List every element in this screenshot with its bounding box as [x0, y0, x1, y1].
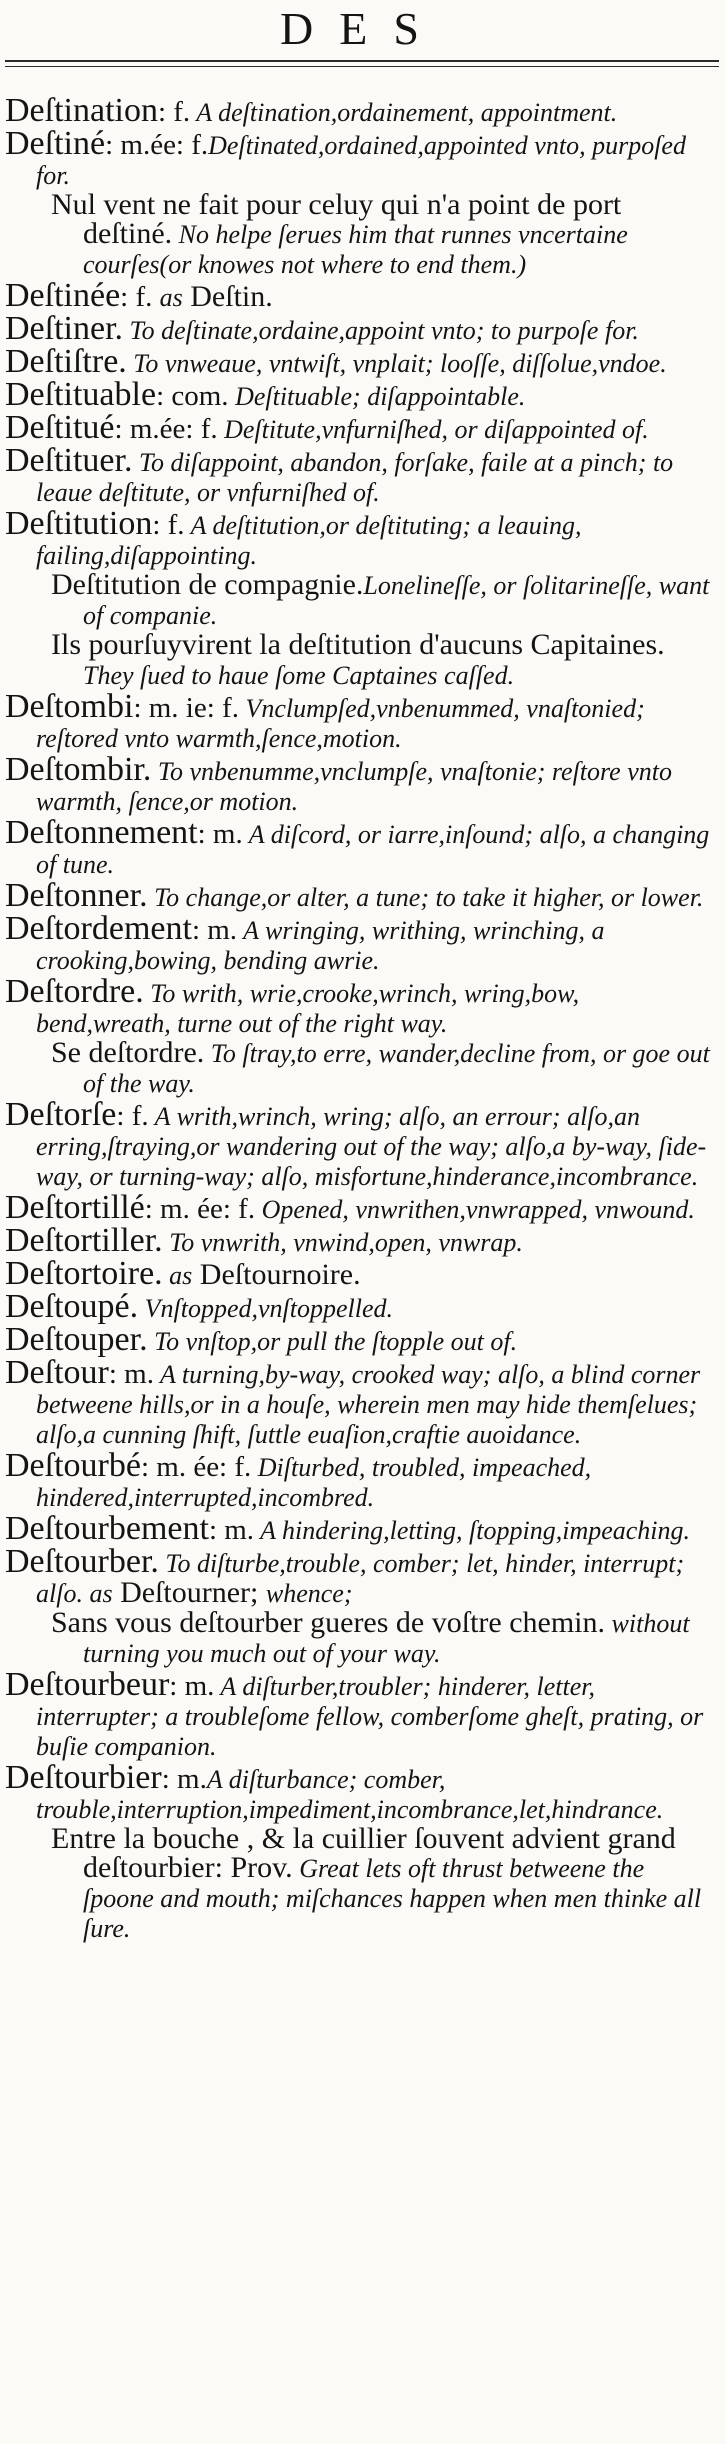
english-gloss: To diſappoint, abandon, forſake, faile at a pinch; to leaue deſtitute, or vnfurniſhed of.: [36, 448, 674, 507]
sub-entry: [5, 1038, 713, 1098]
grammar-label: : m.ée: f.: [114, 413, 218, 445]
grammar-label: : m. ée: f.: [144, 1193, 256, 1225]
entry-definition: [5, 1354, 713, 1449]
english-gloss: Deſtituable; diſappointable.: [228, 382, 526, 411]
english-gloss: A deſtination,ordainement, appointment.: [190, 98, 618, 127]
entry-destistre: [5, 343, 713, 380]
gloss-continuation: whence;: [265, 1579, 353, 1608]
sub-entry: [5, 630, 713, 690]
english-gloss: Lonelineſſe, or ſolitarineſſe, want of companie.: [83, 571, 710, 630]
entry-definition: [5, 1255, 713, 1292]
entry-list: [5, 92, 713, 1945]
headword: Deſtorſe: [5, 1096, 117, 1133]
headword: Deſtituer.: [5, 442, 133, 479]
entry-definition: [5, 409, 713, 446]
running-head: DES: [280, 3, 445, 54]
headword: Deſtituable: [5, 376, 157, 413]
entry-definition: [5, 1510, 713, 1547]
english-gloss: as: [162, 1261, 193, 1290]
english-gloss: A wringing, writhing, wrinching, a crooking,bowing, bending awrie.: [36, 916, 605, 975]
entry-destonnement: [5, 814, 713, 879]
grammar-label: : m. ie: f.: [133, 692, 239, 724]
entry-destouper: [5, 1321, 713, 1358]
entry-definition: [5, 1321, 713, 1358]
sub-entry: [5, 190, 713, 279]
entry-definition: [5, 92, 713, 129]
entry-definition: [5, 910, 713, 975]
headword: Deſtourbier: [5, 1759, 162, 1796]
entry-definition: [5, 1222, 713, 1259]
headword: Deſtombi: [5, 688, 134, 725]
grammar-label: : m.ée: f.: [105, 129, 209, 161]
english-gloss: To deſtinate,ordaine,appoint vnto; to purpoſe for.: [123, 316, 639, 345]
sub-entry: [5, 1608, 713, 1668]
headword: Deſtortiller.: [5, 1222, 163, 1259]
english-gloss: Great lets oft thrust betweene the ſpoone and mouth; miſchances happen when men thinke all ſure.: [83, 1854, 702, 1943]
entry-destorse: [5, 1096, 713, 1191]
entry-destourbe: [5, 1447, 713, 1512]
entry-destonner: [5, 877, 713, 914]
cross-reference: Deſtin.: [182, 280, 273, 313]
english-gloss: To writh, wrie,crooke,wrinch, wring,bow, bend,wreath, turne out of the right way.: [36, 979, 580, 1038]
entry-destourbeur: [5, 1666, 713, 1761]
english-gloss: Vnclumpſed,vnbenummed, vnaſtonied; reſtored vnto warmth,ſence,motion.: [36, 694, 645, 753]
headword: Deſtortoire.: [5, 1255, 163, 1292]
english-gloss: To change,or alter, a tune; to take it higher, or lower.: [147, 883, 704, 912]
english-gloss: They ſued to haue ſome Captaines caſſed.: [83, 661, 515, 690]
entry-destoupe: [5, 1288, 713, 1325]
headword: Deſtination: [5, 92, 158, 129]
entry-destordement: [5, 910, 713, 975]
grammar-label: : com.: [156, 380, 229, 412]
headword: Deſtitution: [5, 505, 153, 542]
entry-destitution: [5, 505, 713, 690]
headword: Deſtourber.: [5, 1543, 159, 1580]
entry-definition: [5, 877, 713, 914]
english-gloss: as: [159, 283, 183, 312]
grammar-label: : m.: [197, 818, 243, 850]
headword: Deſtonner.: [5, 877, 148, 914]
english-gloss: To diſturbe,trouble, comber; let, hinder, interrupt; alſo. as: [36, 1549, 685, 1608]
entry-definition: [5, 1666, 713, 1761]
english-gloss: No helpe ſerues him that runnes vncertaine courſes(or knowes not where to end them.): [83, 220, 628, 279]
english-gloss: A turning,by-way, crooked way; alſo, a blind corner betweene hills,or in a houſe, wherein men may hide themſelues; alſo,a cunning ſhift, ſuttle euaſion,craftie auoidance.: [36, 1360, 701, 1449]
headword: Deſtourbé: [5, 1447, 141, 1484]
entry-destombi: [5, 688, 713, 753]
grammar-label: : f.: [157, 96, 191, 128]
entry-destortiller: [5, 1222, 713, 1259]
entry-destortoire: [5, 1255, 713, 1292]
grammar-label: : m.: [161, 1763, 207, 1795]
entry-definition: [5, 1759, 713, 1824]
headword: Deſtordement: [5, 910, 192, 947]
header-rule-thin: [5, 66, 719, 67]
entry-definition: [5, 1447, 713, 1512]
english-gloss: A diſturbance; comber, trouble,interruption,impediment,incombrance,let,hindrance.: [36, 1765, 664, 1824]
headword: Deſtitué: [5, 409, 115, 446]
sub-entry: [5, 570, 713, 630]
english-gloss: Deſtitute,vnfurniſhed, or diſappointed of.: [217, 415, 649, 444]
entry-definition: [5, 376, 713, 413]
entry-definition: [5, 125, 713, 190]
french-phrase: Ils pourſuyvirent la deſtitution d'aucuns Capitaines.: [51, 628, 665, 661]
entry-destinee: [5, 277, 713, 314]
headword: Deſtiner.: [5, 310, 124, 347]
headword: Deſtiſtre.: [5, 343, 127, 380]
header-rule: [5, 60, 719, 62]
entry-destiner: [5, 310, 713, 347]
english-gloss: To vnbenumme,vnclumpſe, vnaſtonie; reſtore vnto warmth, ſence,or motion.: [36, 757, 672, 816]
french-phrase: Se deſtordre.: [51, 1036, 205, 1069]
entry-definition: [5, 1189, 713, 1226]
cross-reference: Deſtourner;: [112, 1576, 266, 1609]
english-gloss: Opened, vnwrithen,vnwrapped, vnwound.: [255, 1195, 695, 1224]
entry-definition: [5, 442, 713, 507]
cross-reference: Deſtournoire.: [192, 1258, 361, 1291]
sub-entry: [5, 1824, 713, 1943]
french-phrase: Deſtitution de compagnie.: [51, 568, 364, 601]
english-gloss: A deſtitution,or deſtituting; a leauing, failing,diſappointing.: [36, 511, 582, 570]
entry-destour: [5, 1354, 713, 1449]
english-gloss: To ſtray,to erre, wander,decline from, or goe out of the way.: [83, 1039, 710, 1098]
english-gloss: A writh,wrinch, wring; alſo, an errour; alſo,an erring,ſtraying,or wandering out of the way; alſo,a by-way, ſide-way, or turning-way; alſo, misfortune,hinderance,incombrance.: [36, 1102, 707, 1191]
grammar-label: : f.: [152, 509, 185, 541]
headword: Deſtourbeur: [5, 1666, 170, 1703]
entry-destortille: [5, 1189, 713, 1226]
entry-definition: [5, 310, 713, 347]
english-gloss: Vnſtopped,vnſtoppelled.: [138, 1294, 394, 1323]
entry-definition: [5, 814, 713, 879]
grammar-label: : m.: [108, 1358, 154, 1390]
headword: Deſtonnement: [5, 814, 198, 851]
entry-definition: [5, 1096, 713, 1191]
headword: Deſtortillé: [5, 1189, 145, 1226]
english-gloss: A diſturber,troubler; hinderer, letter, interrupter; a troubleſome fellow, comberſome gheſt, prating, or buſie companion.: [36, 1672, 704, 1761]
entry-destituer: [5, 442, 713, 507]
entry-destordre: [5, 973, 713, 1098]
entry-destourber: [5, 1543, 713, 1668]
entry-definition: [5, 1543, 713, 1609]
entry-destitue: [5, 409, 713, 446]
entry-definition: [5, 751, 713, 816]
headword: Deſtinée: [5, 277, 121, 314]
french-phrase: Nul vent ne fait pour celuy qui n'a point de port deſtiné.: [51, 188, 622, 250]
entry-destombir: [5, 751, 713, 816]
entry-definition: [5, 277, 713, 314]
entry-destourbier: [5, 1759, 713, 1943]
english-gloss: To vnweaue, vntwiſt, vnplait; looſſe, diſſolue,vndoe.: [126, 349, 667, 378]
entry-destourbement: [5, 1510, 713, 1547]
entry-definition: [5, 505, 713, 570]
grammar-label: : f.: [116, 1100, 149, 1132]
grammar-label: : f.: [120, 281, 160, 313]
entry-destine: [5, 125, 713, 279]
headword: Deſtourbement: [5, 1510, 209, 1547]
english-gloss: Diſturbed, troubled, impeached, hindered,interrupted,incombred.: [36, 1453, 592, 1512]
grammar-label: : m. ée: f.: [140, 1451, 252, 1483]
english-gloss: To vnwrith, vnwind,open, vnwrap.: [162, 1228, 523, 1257]
french-phrase: Sans vous deſtourber gueres de voſtre chemin.: [51, 1606, 606, 1639]
english-gloss: A diſcord, or iarre,inſound; alſo, a changing of tune.: [36, 820, 710, 879]
entry-destination: [5, 92, 713, 129]
english-gloss: To vnſtop,or pull the ſtopple out of.: [147, 1327, 518, 1356]
entry-definition: [5, 973, 713, 1038]
english-gloss: A hindering,letting, ſtopping,impeaching.: [254, 1516, 691, 1545]
grammar-label: : m.: [169, 1670, 215, 1702]
grammar-label: : m.: [208, 1514, 255, 1546]
headword: Deſtour: [5, 1354, 109, 1391]
english-gloss: without turning you much out of your way.: [83, 1609, 690, 1668]
headword: Deſtoupé.: [5, 1288, 139, 1325]
headword: Deſtordre.: [5, 973, 144, 1010]
entry-definition: [5, 688, 713, 753]
entry-definition: [5, 1288, 713, 1325]
entry-definition: [5, 343, 713, 380]
french-phrase: Entre la bouche , & la cuillier ſouvent advient grand deſtourbier: Prov.: [51, 1822, 676, 1884]
entry-destituable: [5, 376, 713, 413]
headword: Deſtombir.: [5, 751, 152, 788]
english-gloss: Deſtinated,ordained,appointed vnto, purpoſed for.: [36, 131, 686, 190]
headword: Deſtiné: [5, 125, 106, 162]
headword: Deſtouper.: [5, 1321, 148, 1358]
grammar-label: : m.: [191, 914, 238, 946]
